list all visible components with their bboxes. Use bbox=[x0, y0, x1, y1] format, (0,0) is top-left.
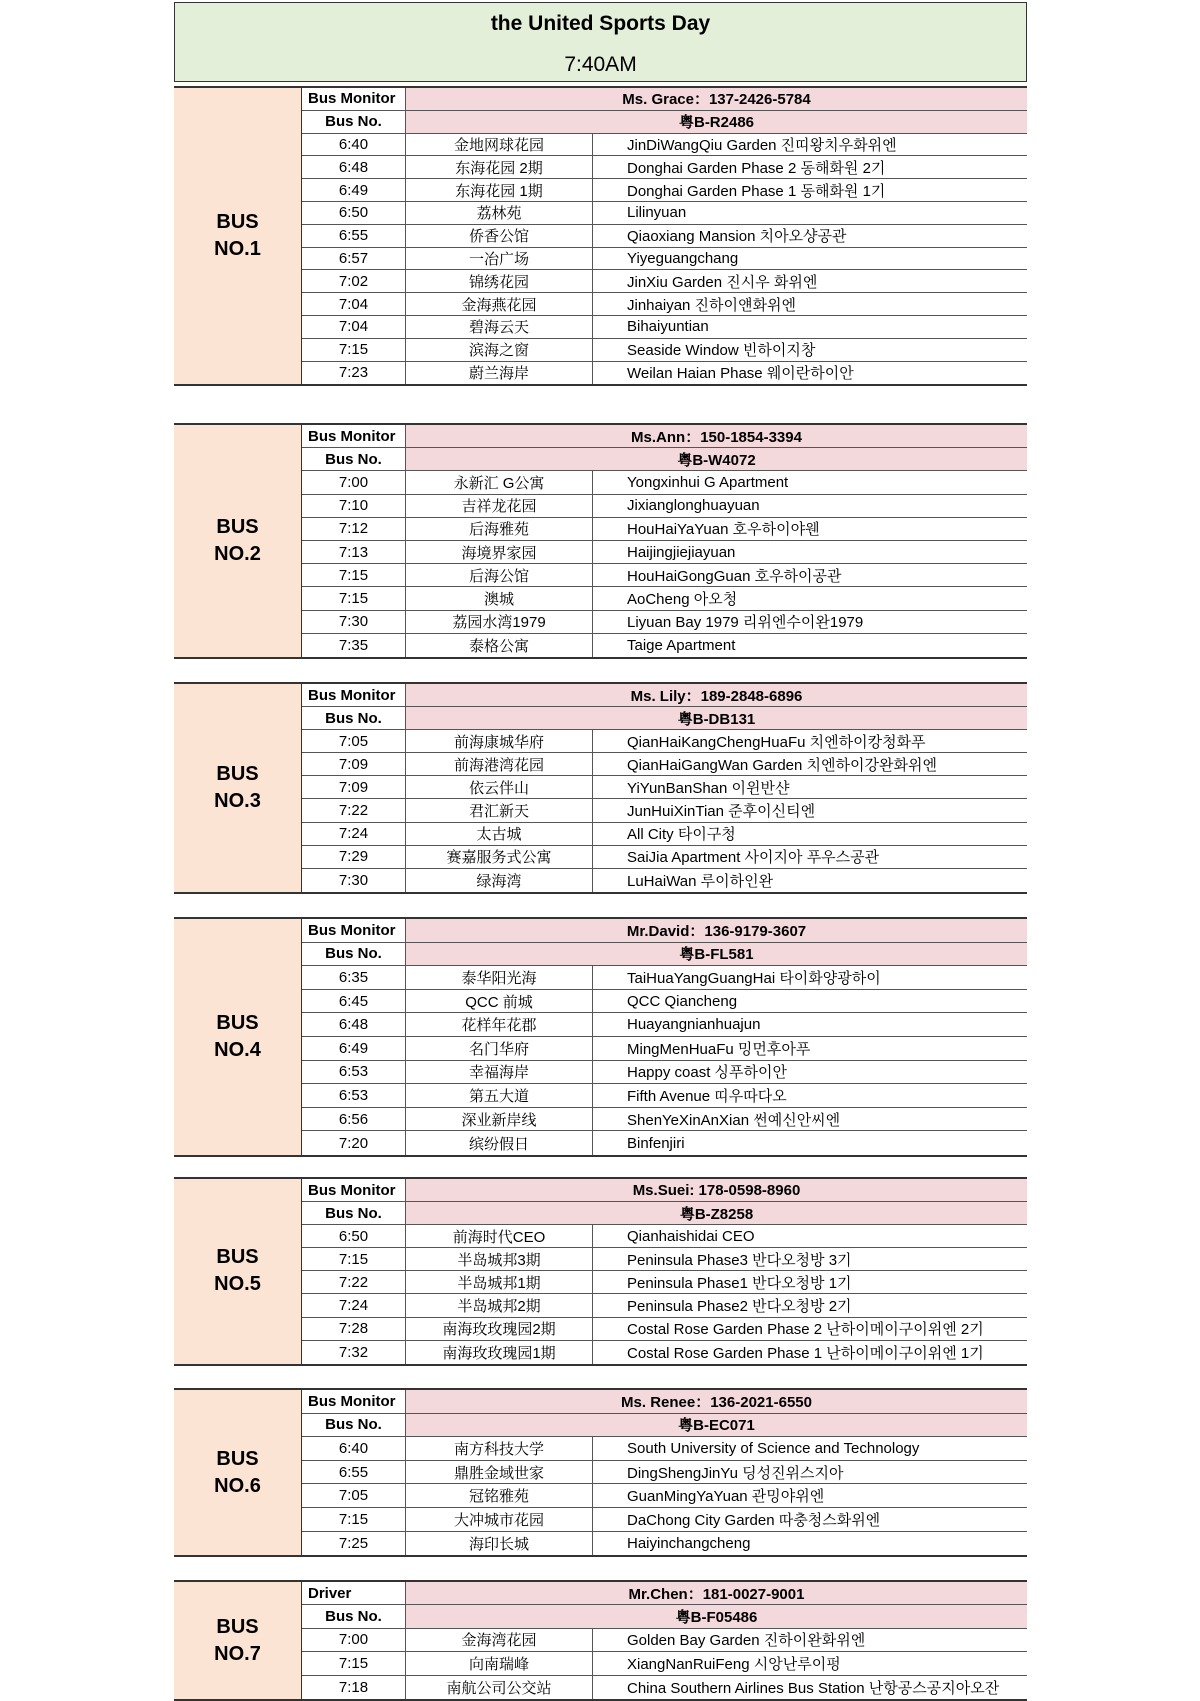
role-label: Bus Monitor bbox=[302, 919, 406, 942]
bus-block bbox=[174, 86, 1027, 386]
stop-time: 7:35 bbox=[302, 634, 406, 657]
stop-time: 6:56 bbox=[302, 1108, 406, 1131]
stop-time: 7:15 bbox=[302, 587, 406, 609]
stop-name-cn: 南航公司公交站 bbox=[406, 1676, 593, 1699]
stop-time: 7:18 bbox=[302, 1676, 406, 1699]
stop-row bbox=[302, 202, 1027, 225]
stop-time: 7:28 bbox=[302, 1318, 406, 1340]
stop-name-cn: 前海时代CEO bbox=[406, 1225, 593, 1247]
stop-row bbox=[302, 225, 1027, 248]
stop-name-en: Happy coast 싱푸하이안 bbox=[627, 1064, 787, 1082]
plate-label: Bus No. bbox=[302, 111, 406, 133]
stop-time: 7:15 bbox=[302, 564, 406, 586]
stop-time: 7:29 bbox=[302, 846, 406, 868]
stop-row bbox=[302, 1131, 1027, 1155]
contact-info: Ms. Lily：189-2848-6896 bbox=[406, 684, 1027, 706]
stop-name-cn: 锦绣花园 bbox=[406, 270, 593, 292]
stop-time: 6:40 bbox=[302, 1437, 406, 1460]
plate-label: Bus No. bbox=[302, 707, 406, 729]
stop-name-en: Golden Bay Garden 진하이완화위엔 bbox=[627, 1632, 866, 1650]
stop-row bbox=[302, 1508, 1027, 1532]
stop-name-cn: 泰华阳光海 bbox=[406, 966, 593, 989]
stop-row bbox=[302, 1437, 1027, 1461]
stop-row bbox=[302, 1225, 1027, 1248]
stop-name-cn: 南海玫玫瑰园2期 bbox=[406, 1318, 593, 1340]
stop-name-cn: 鼎胜金域世家 bbox=[406, 1461, 593, 1484]
bus-monitor-row bbox=[302, 88, 1027, 111]
stop-time: 7:04 bbox=[302, 293, 406, 315]
bus-stops-table bbox=[302, 88, 1027, 384]
role-label: Driver bbox=[302, 1582, 406, 1604]
bus-label-line2: NO.7 bbox=[214, 1642, 261, 1665]
stop-time: 7:12 bbox=[302, 518, 406, 540]
stop-time: 6:48 bbox=[302, 1013, 406, 1036]
stop-name-cn: 前海港湾花园 bbox=[406, 753, 593, 775]
bus-stops-table bbox=[302, 1179, 1027, 1364]
bus-number-label bbox=[174, 425, 302, 657]
stop-name-en: JinDiWangQiu Garden 진띠왕치우화위엔 bbox=[627, 136, 897, 154]
plate-number: 粤B-F05486 bbox=[406, 1605, 1027, 1627]
stop-time: 7:15 bbox=[302, 1508, 406, 1531]
stop-time: 7:32 bbox=[302, 1341, 406, 1364]
stop-row bbox=[302, 1461, 1027, 1485]
bus-stops-table bbox=[302, 1390, 1027, 1555]
stop-row bbox=[302, 1341, 1027, 1364]
bus-stops-table bbox=[302, 919, 1027, 1155]
stop-name-cn: 君汇新天 bbox=[406, 799, 593, 821]
stop-row bbox=[302, 1629, 1027, 1652]
bus-label-line1: BUS bbox=[216, 1447, 259, 1470]
stop-name-en: Qiaoxiang Mansion 치아오샹공관 bbox=[627, 228, 847, 246]
bus-label-line1: BUS bbox=[216, 1246, 259, 1269]
stop-name-en: Peninsula Phase2 반다오청방 2기 bbox=[627, 1298, 852, 1316]
stop-time: 6:57 bbox=[302, 248, 406, 270]
stop-name-cn: 金海湾花园 bbox=[406, 1629, 593, 1651]
bus-stops-table bbox=[302, 1582, 1027, 1699]
stop-name-cn: 东海花园 2期 bbox=[406, 156, 593, 178]
stop-time: 7:00 bbox=[302, 1629, 406, 1651]
stop-name-en: Haiyinchangcheng bbox=[627, 1534, 751, 1552]
stop-name-en: JinXiu Garden 진시우 화위엔 bbox=[627, 273, 818, 291]
stop-row bbox=[302, 156, 1027, 179]
stop-row bbox=[302, 990, 1027, 1014]
plate-label: Bus No. bbox=[302, 1605, 406, 1627]
bus-number-label bbox=[174, 1390, 302, 1555]
plate-number: 粤B-Z8258 bbox=[406, 1202, 1027, 1224]
stop-name-cn: 金地网球花园 bbox=[406, 134, 593, 156]
role-label: Bus Monitor bbox=[302, 425, 406, 447]
stop-time: 7:20 bbox=[302, 1131, 406, 1155]
stop-name-en: GuanMingYaYuan 관밍야위엔 bbox=[627, 1488, 825, 1506]
stop-time: 7:15 bbox=[302, 339, 406, 361]
contact-info: Mr.Chen：181-0027-9001 bbox=[406, 1582, 1027, 1604]
plate-label: Bus No. bbox=[302, 943, 406, 966]
stop-time: 6:40 bbox=[302, 134, 406, 156]
stop-row bbox=[302, 248, 1027, 271]
stop-name-en: ShenYeXinAnXian 썬예신안씨엔 bbox=[627, 1111, 841, 1129]
stop-row bbox=[302, 1013, 1027, 1037]
stop-time: 7:09 bbox=[302, 753, 406, 775]
stop-time: 7:05 bbox=[302, 1484, 406, 1507]
plate-number: 粤B-R2486 bbox=[406, 111, 1027, 133]
stop-row bbox=[302, 541, 1027, 564]
stop-name-en: China Southern Airlines Bus Station 난항공스공지아오잔 bbox=[627, 1679, 1000, 1697]
bus-plate-row bbox=[302, 111, 1027, 134]
stop-time: 7:22 bbox=[302, 799, 406, 821]
stop-name-cn: 碧海云天 bbox=[406, 316, 593, 338]
stop-name-cn: 名门华府 bbox=[406, 1037, 593, 1060]
bus-plate-row bbox=[302, 1605, 1027, 1628]
stop-row bbox=[302, 823, 1027, 846]
role-label: Bus Monitor bbox=[302, 88, 406, 110]
stop-name-en: Taige Apartment bbox=[627, 636, 736, 654]
stop-name-cn: 海印长城 bbox=[406, 1532, 593, 1556]
stop-time: 7:15 bbox=[302, 1652, 406, 1674]
stop-row bbox=[302, 1271, 1027, 1294]
stop-name-cn: 东海花园 1期 bbox=[406, 179, 593, 201]
stop-name-en: Peninsula Phase3 반다오청방 3기 bbox=[627, 1251, 852, 1269]
stop-name-cn: 蔚兰海岸 bbox=[406, 362, 593, 385]
stop-name-cn: 赛嘉服务式公寓 bbox=[406, 846, 593, 868]
stop-time: 7:02 bbox=[302, 270, 406, 292]
stop-row bbox=[302, 293, 1027, 316]
plate-label: Bus No. bbox=[302, 448, 406, 470]
bus-monitor-row bbox=[302, 425, 1027, 448]
stop-row bbox=[302, 179, 1027, 202]
bus-label-line1: BUS bbox=[216, 211, 259, 234]
contact-info: Mr.David：136-9179-3607 bbox=[406, 919, 1027, 942]
bus-number-label bbox=[174, 88, 302, 384]
stop-name-cn: 半岛城邦3期 bbox=[406, 1248, 593, 1270]
stop-time: 7:13 bbox=[302, 541, 406, 563]
bus-monitor-row bbox=[302, 919, 1027, 943]
stop-name-cn: 缤纷假日 bbox=[406, 1131, 593, 1155]
stop-time: 7:09 bbox=[302, 776, 406, 798]
stop-name-en: QCC Qiancheng bbox=[627, 992, 738, 1010]
stop-name-en: Weilan Haian Phase 웨이란하이안 bbox=[627, 365, 854, 383]
stop-row bbox=[302, 1037, 1027, 1061]
bus-block bbox=[174, 1580, 1027, 1701]
bus-plate-row bbox=[302, 448, 1027, 471]
stop-row bbox=[302, 611, 1027, 634]
bus-plate-row bbox=[302, 943, 1027, 967]
plate-label: Bus No. bbox=[302, 1202, 406, 1224]
stop-name-en: AoCheng 아오청 bbox=[627, 590, 738, 608]
stop-name-en: DingShengJinYu 딩성진위스지아 bbox=[627, 1464, 844, 1482]
stop-name-cn: 荔林苑 bbox=[406, 202, 593, 224]
bus-label-line2: NO.2 bbox=[214, 543, 261, 565]
stop-time: 7:05 bbox=[302, 730, 406, 752]
stop-row bbox=[302, 634, 1027, 657]
stop-row bbox=[302, 134, 1027, 157]
stop-name-cn: 深业新岸线 bbox=[406, 1108, 593, 1131]
stop-name-en: Jinhaiyan 진하이얜화위엔 bbox=[627, 296, 796, 314]
bus-stops-table bbox=[302, 425, 1027, 657]
stop-time: 6:53 bbox=[302, 1061, 406, 1084]
bus-block bbox=[174, 1177, 1027, 1366]
stop-row bbox=[302, 753, 1027, 776]
stop-name-cn: 太古城 bbox=[406, 823, 593, 845]
stop-time: 7:25 bbox=[302, 1532, 406, 1556]
stop-time: 7:30 bbox=[302, 869, 406, 892]
plate-number: 粤B-EC071 bbox=[406, 1414, 1027, 1437]
stop-name-cn: 金海燕花园 bbox=[406, 293, 593, 315]
stop-name-cn: 海境界家园 bbox=[406, 541, 593, 563]
stop-name-en: HouHaiYaYuan 호우하이야웬 bbox=[627, 521, 820, 539]
stop-name-en: Donghai Garden Phase 2 동해화원 2기 bbox=[627, 159, 886, 177]
stop-row bbox=[302, 1652, 1027, 1675]
plate-number: 粤B-DB131 bbox=[406, 707, 1027, 729]
stop-name-en: MingMenHuaFu 밍먼후아푸 bbox=[627, 1040, 811, 1058]
bus-number-label bbox=[174, 684, 302, 892]
stop-name-cn: 绿海湾 bbox=[406, 869, 593, 892]
stop-row bbox=[302, 1318, 1027, 1341]
bus-monitor-row bbox=[302, 684, 1027, 707]
stop-time: 6:49 bbox=[302, 1037, 406, 1060]
bus-label-line1: BUS bbox=[216, 1012, 259, 1034]
stop-time: 7:30 bbox=[302, 611, 406, 633]
bus-monitor-row bbox=[302, 1179, 1027, 1202]
stop-name-en: Jixianglonghuayuan bbox=[627, 497, 760, 515]
stop-name-cn: 向南瑞峰 bbox=[406, 1652, 593, 1674]
stop-name-cn: 吉祥龙花园 bbox=[406, 495, 593, 517]
stop-name-cn: 永新汇 G公寓 bbox=[406, 471, 593, 493]
stop-time: 6:35 bbox=[302, 966, 406, 989]
stop-name-cn: 侨香公馆 bbox=[406, 225, 593, 247]
bus-label-line1: BUS bbox=[216, 516, 259, 538]
bus-label-line2: NO.3 bbox=[214, 789, 261, 812]
stop-row bbox=[302, 1676, 1027, 1699]
bus-plate-row bbox=[302, 1414, 1027, 1438]
stop-row bbox=[302, 316, 1027, 339]
stop-name-en: Liyuan Bay 1979 리위엔수이완1979 bbox=[627, 614, 864, 632]
stop-name-en: Bihaiyuntian bbox=[627, 318, 709, 336]
stop-row bbox=[302, 846, 1027, 869]
bus-monitor-row bbox=[302, 1582, 1027, 1605]
stop-row bbox=[302, 339, 1027, 362]
stop-name-cn: 澳城 bbox=[406, 587, 593, 609]
stop-row bbox=[302, 1108, 1027, 1132]
stop-time: 7:22 bbox=[302, 1271, 406, 1293]
bus-number-label bbox=[174, 919, 302, 1155]
stop-name-en: JunHuiXinTian 준후이신티엔 bbox=[627, 803, 816, 821]
stop-name-cn: 南海玫玫瑰园1期 bbox=[406, 1341, 593, 1364]
stop-time: 6:45 bbox=[302, 990, 406, 1013]
stop-name-en: Peninsula Phase1 반다오청방 1기 bbox=[627, 1274, 852, 1292]
stop-row bbox=[302, 1248, 1027, 1271]
schedule-header bbox=[174, 2, 1027, 82]
stop-row bbox=[302, 1061, 1027, 1085]
stop-row bbox=[302, 730, 1027, 753]
stop-time: 6:53 bbox=[302, 1084, 406, 1107]
stop-name-cn: 后海雅苑 bbox=[406, 518, 593, 540]
stop-time: 7:15 bbox=[302, 1248, 406, 1270]
bus-label-line2: NO.5 bbox=[214, 1273, 261, 1296]
stop-name-en: Donghai Garden Phase 1 동해화원 1기 bbox=[627, 182, 886, 200]
stop-time: 7:04 bbox=[302, 316, 406, 338]
stop-name-cn: 南方科技大学 bbox=[406, 1437, 593, 1460]
stop-name-en: Huayangnianhuajun bbox=[627, 1016, 761, 1034]
stop-name-en: HouHaiGongGuan 호우하이공관 bbox=[627, 567, 842, 585]
stop-name-cn: 冠铭雅苑 bbox=[406, 1484, 593, 1507]
bus-block bbox=[174, 917, 1027, 1157]
bus-label-line2: NO.6 bbox=[214, 1474, 261, 1497]
stop-row bbox=[302, 799, 1027, 822]
stop-row bbox=[302, 270, 1027, 293]
stop-name-en: SaiJia Apartment 사이지아 푸우스공관 bbox=[627, 849, 880, 867]
plate-number: 粤B-W4072 bbox=[406, 448, 1027, 470]
stop-row bbox=[302, 776, 1027, 799]
stop-row bbox=[302, 1532, 1027, 1556]
stop-name-en: Seaside Window 빈하이지창 bbox=[627, 342, 816, 360]
stop-name-cn: 后海公馆 bbox=[406, 564, 593, 586]
stop-name-en: Costal Rose Garden Phase 2 난하이메이구이위엔 2기 bbox=[627, 1321, 984, 1339]
contact-info: Ms.Ann：150-1854-3394 bbox=[406, 425, 1027, 447]
stop-name-cn: 荔园水湾1979 bbox=[406, 611, 593, 633]
stop-row bbox=[302, 1084, 1027, 1108]
stop-row bbox=[302, 966, 1027, 990]
stop-name-cn: 第五大道 bbox=[406, 1084, 593, 1107]
stop-name-en: All City 타이구청 bbox=[627, 826, 736, 844]
stop-name-en: Lilinyuan bbox=[627, 204, 687, 222]
stop-name-cn: 半岛城邦1期 bbox=[406, 1271, 593, 1293]
stop-name-en: Costal Rose Garden Phase 1 난하이메이구이위엔 1기 bbox=[627, 1344, 984, 1362]
stop-row bbox=[302, 564, 1027, 587]
bus-plate-row bbox=[302, 1202, 1027, 1225]
stop-time: 6:50 bbox=[302, 1225, 406, 1247]
stop-time: 7:10 bbox=[302, 495, 406, 517]
stop-name-en: South University of Science and Technology bbox=[627, 1439, 920, 1457]
stop-name-cn: 大冲城市花园 bbox=[406, 1508, 593, 1531]
page-title: the United Sports Day bbox=[490, 12, 711, 35]
stop-row bbox=[302, 495, 1027, 518]
bus-block bbox=[174, 423, 1027, 659]
stop-time: 6:50 bbox=[302, 202, 406, 224]
stop-name-en: Haijingjiejiayuan bbox=[627, 543, 736, 561]
stop-name-en: LuHaiWan 루이하인완 bbox=[627, 872, 774, 890]
plate-number: 粤B-FL581 bbox=[406, 943, 1027, 966]
stop-row bbox=[302, 362, 1027, 385]
bus-number-label bbox=[174, 1179, 302, 1364]
bus-monitor-row bbox=[302, 1390, 1027, 1414]
role-label: Bus Monitor bbox=[302, 1179, 406, 1201]
stop-time: 6:48 bbox=[302, 156, 406, 178]
bus-plate-row bbox=[302, 707, 1027, 730]
stop-name-en: Fifth Avenue 띠우따다오 bbox=[627, 1087, 787, 1105]
stop-time: 7:23 bbox=[302, 362, 406, 385]
stop-row bbox=[302, 869, 1027, 892]
bus-label-line2: NO.4 bbox=[214, 1039, 261, 1061]
stop-name-en: QianHaiGangWan Garden 치엔하이강완화위엔 bbox=[627, 756, 937, 774]
stop-name-cn: 一冶广场 bbox=[406, 248, 593, 270]
plate-label: Bus No. bbox=[302, 1414, 406, 1437]
bus-number-label bbox=[174, 1582, 302, 1699]
stop-name-en: TaiHuaYangGuangHai 타이화양광하이 bbox=[627, 969, 881, 987]
stop-name-en: QianHaiKangChengHuaFu 치엔하이캉청화푸 bbox=[627, 733, 926, 751]
stop-time: 6:49 bbox=[302, 179, 406, 201]
stop-row bbox=[302, 1484, 1027, 1508]
bus-label-line1: BUS bbox=[216, 762, 259, 785]
stop-time: 7:24 bbox=[302, 1294, 406, 1316]
stop-name-cn: 泰格公寓 bbox=[406, 634, 593, 657]
contact-info: Ms. Renee：136-2021-6550 bbox=[406, 1390, 1027, 1413]
stop-name-cn: 花样年花郡 bbox=[406, 1013, 593, 1036]
stop-time: 7:24 bbox=[302, 823, 406, 845]
stop-name-en: DaChong City Garden 따충청스화위엔 bbox=[627, 1511, 881, 1529]
role-label: Bus Monitor bbox=[302, 684, 406, 706]
stop-row bbox=[302, 471, 1027, 494]
departure-time: 7:40AM bbox=[564, 53, 637, 76]
stop-name-cn: QCC 前城 bbox=[406, 990, 593, 1013]
stop-name-en: Binfenjiri bbox=[627, 1134, 685, 1152]
role-label: Bus Monitor bbox=[302, 1390, 406, 1413]
stop-name-en: Qianhaishidai CEO bbox=[627, 1227, 755, 1245]
contact-info: Ms.Suei: 178-0598-8960 bbox=[406, 1179, 1027, 1201]
bus-stops-table bbox=[302, 684, 1027, 892]
stop-time: 7:00 bbox=[302, 471, 406, 493]
stop-name-en: XiangNanRuiFeng 시앙난루이펑 bbox=[627, 1655, 841, 1673]
stop-row bbox=[302, 518, 1027, 541]
stop-name-cn: 滨海之窗 bbox=[406, 339, 593, 361]
bus-block bbox=[174, 682, 1027, 894]
stop-name-cn: 半岛城邦2期 bbox=[406, 1294, 593, 1316]
bus-label-line2: NO.1 bbox=[214, 238, 261, 261]
bus-block bbox=[174, 1388, 1027, 1557]
stop-row bbox=[302, 587, 1027, 610]
contact-info: Ms. Grace：137-2426-5784 bbox=[406, 88, 1027, 110]
stop-name-cn: 前海康城华府 bbox=[406, 730, 593, 752]
stop-name-en: Yongxinhui G Apartment bbox=[627, 473, 789, 491]
stop-row bbox=[302, 1294, 1027, 1317]
stop-name-cn: 幸福海岸 bbox=[406, 1061, 593, 1084]
stop-time: 6:55 bbox=[302, 225, 406, 247]
stop-name-cn: 依云伴山 bbox=[406, 776, 593, 798]
stop-name-en: YiYunBanShan 이윈반샨 bbox=[627, 779, 790, 797]
stop-time: 6:55 bbox=[302, 1461, 406, 1484]
stop-name-en: Yiyeguangchang bbox=[627, 249, 739, 267]
bus-label-line1: BUS bbox=[216, 1615, 259, 1638]
